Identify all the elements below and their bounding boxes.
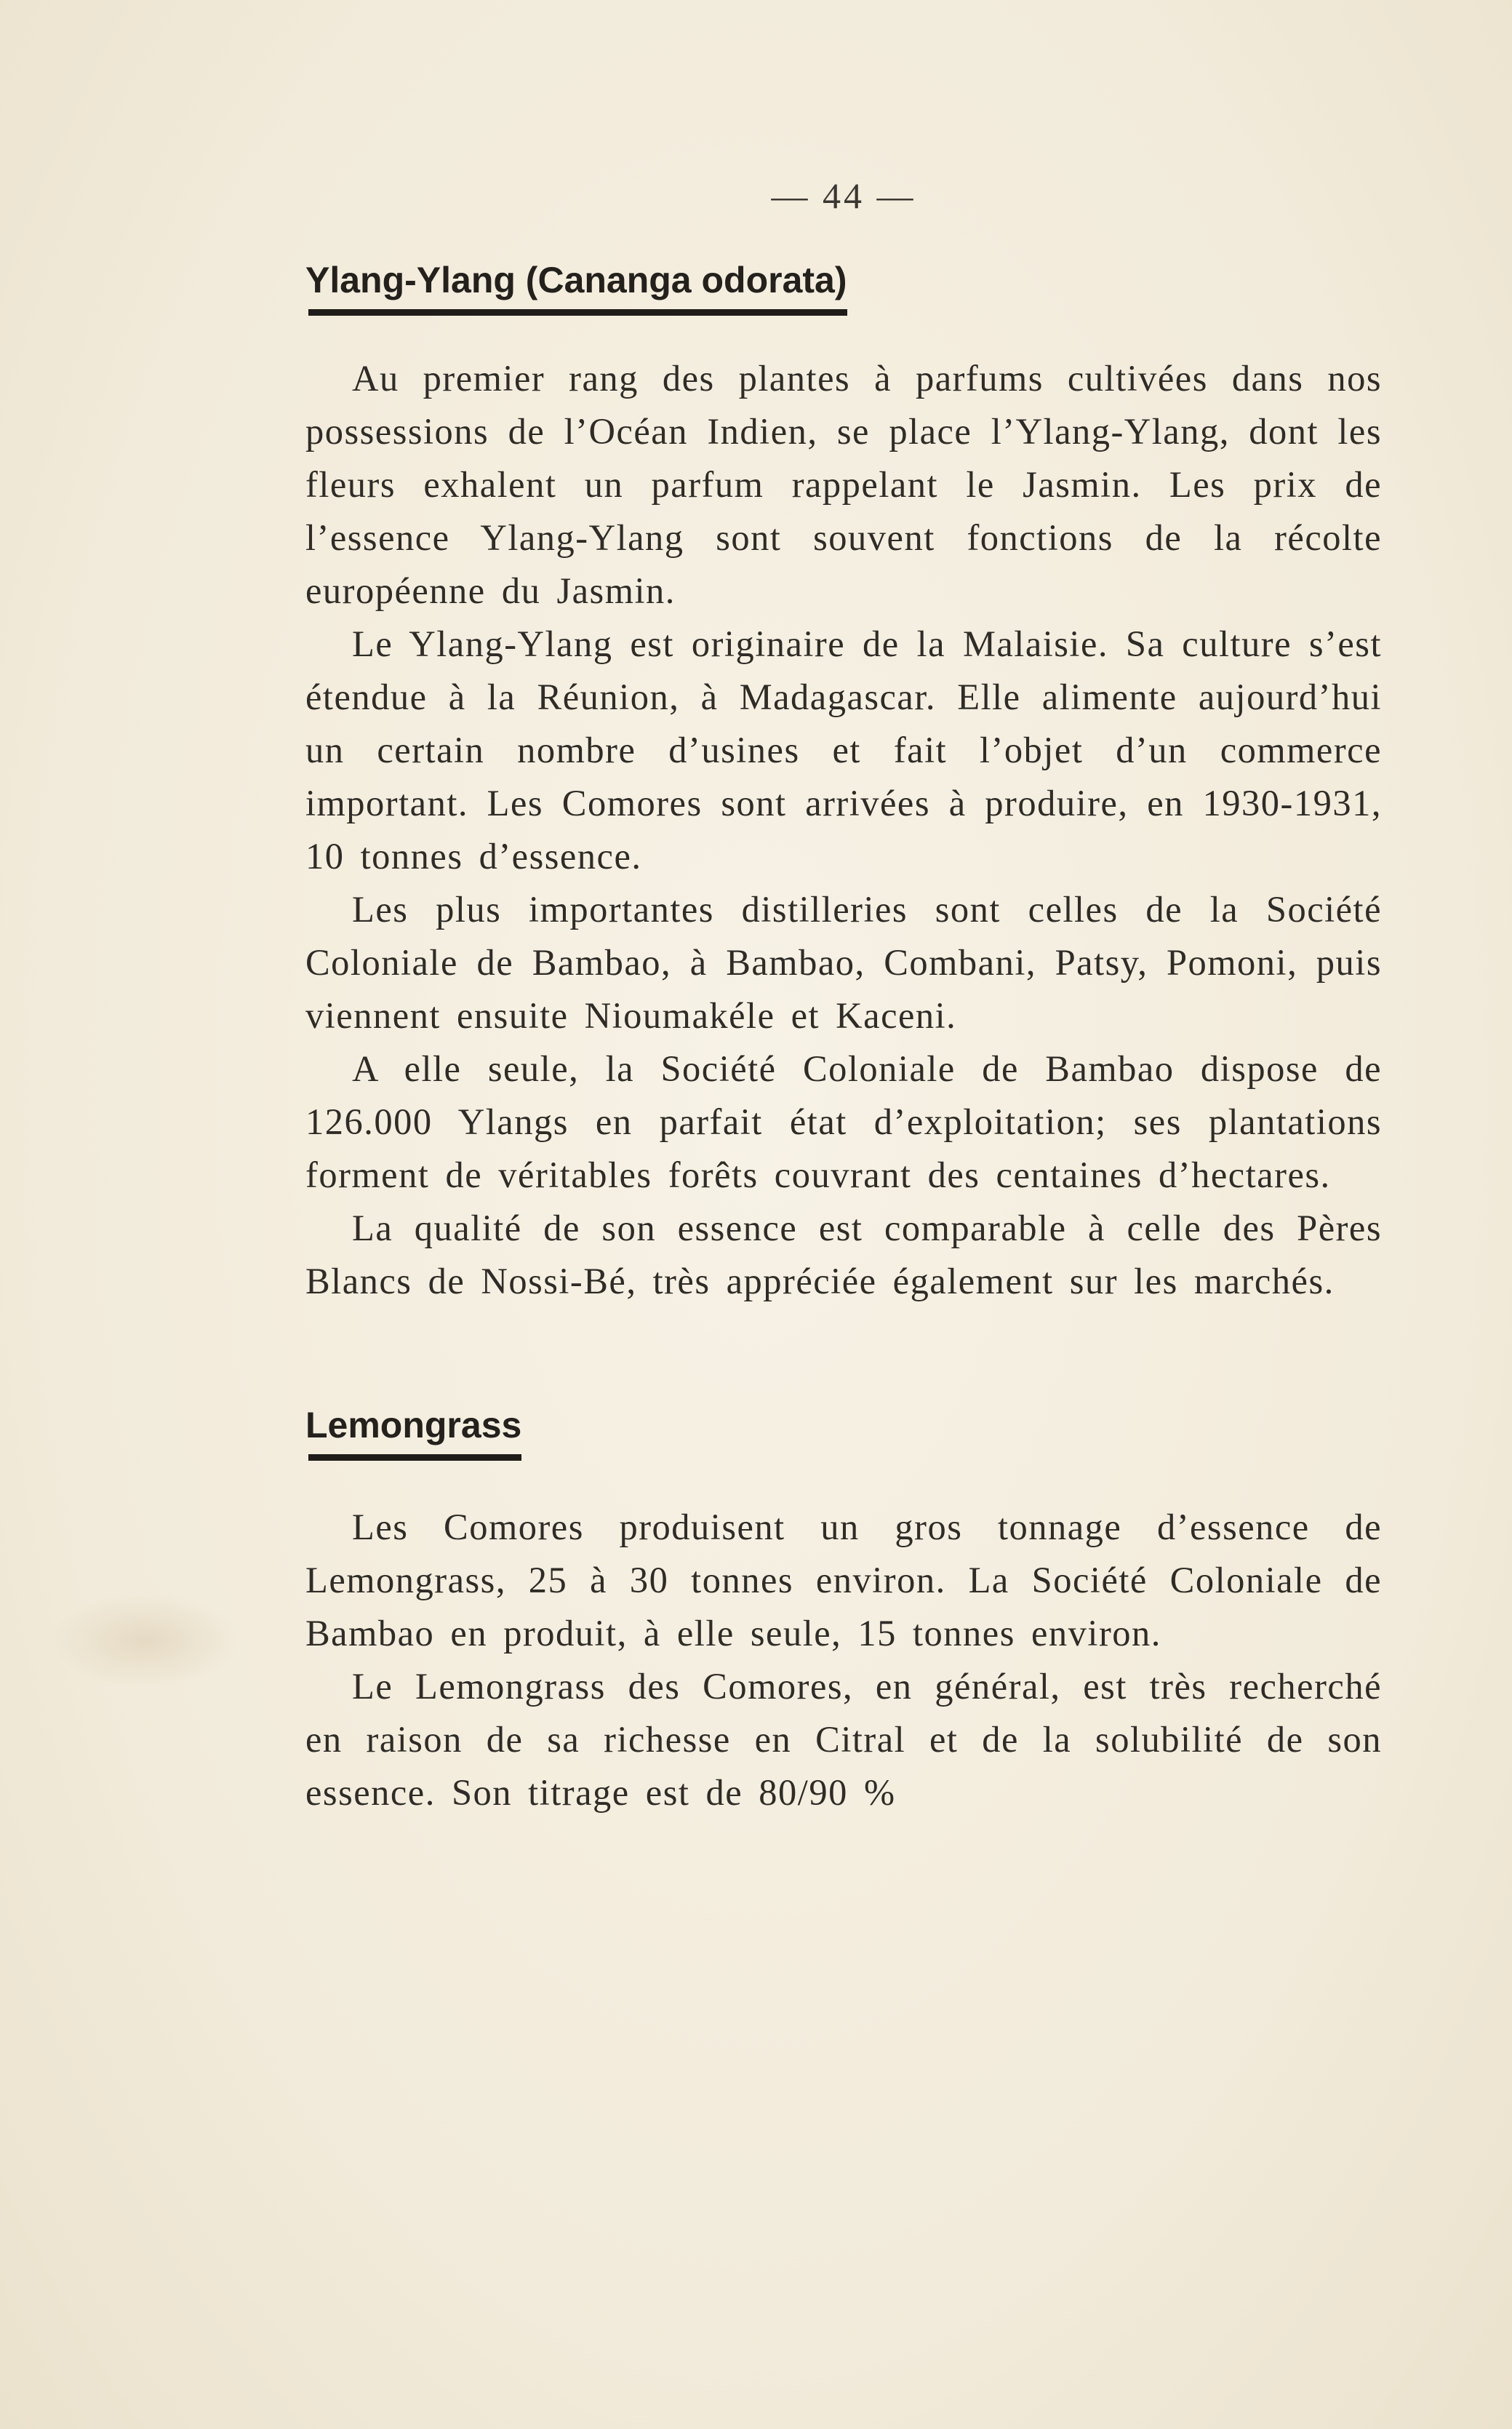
section-ylang-ylang: [305, 259, 1382, 1308]
paragraph: Au premier rang des plantes à parfums cultivées dans nos possessions de l’Océan Indien, se place l’Ylang-Ylang, dont les fleurs exhalent un parfum rappelant le Jasmin. Les prix de l’essence Ylang-Ylang sont souvent fonctions de la récolte européenne du Jasmin.: [305, 358, 1382, 611]
paper-stain: [51, 1593, 240, 1688]
section-lemongrass: [305, 1404, 1382, 1819]
section-title: Ylang-Ylang (Cananga odorata): [305, 259, 847, 316]
paragraph: A elle seule, la Société Coloniale de Bambao dispose de 126.000 Ylangs en parfait état d’exploitation; ses plantations forment de véritables forêts couvrant des centaines d’hectares.: [305, 1048, 1382, 1195]
section-title: Lemongrass: [305, 1404, 521, 1461]
page-content: [305, 175, 1382, 1819]
paragraph: Les Comores produisent un gros tonnage d’essence de Lemongrass, 25 à 30 tonnes environ. La Société Coloniale de Bambao en produit, à elle seule, 15 tonnes environ.: [305, 1507, 1382, 1654]
paragraph: La qualité de son essence est comparable à celle des Pères Blancs de Nossi-Bé, très appréciée également sur les marchés.: [305, 1208, 1382, 1301]
page-number: — 44 —: [771, 175, 916, 216]
paragraph: Les plus importantes distilleries sont celles de la Société Coloniale de Bambao, à Bambao, Combani, Patsy, Pomoni, puis viennent ensuite Nioumakéle et Kaceni.: [305, 889, 1382, 1036]
paragraph: Le Ylang-Ylang est originaire de la Malaisie. Sa culture s’est étendue à la Réunion, à Madagascar. Elle alimente aujourd’hui un certain nombre d’usines et fait l’objet d’un commerce important. Les Comores sont arrivées à produire, en 1930-1931, 10 tonnes d’essence.: [305, 623, 1382, 877]
paragraph: Le Lemongrass des Comores, en général, est très recherché en raison de sa richesse en Citral et de la solubilité de son essence. Son titrage est de 80/90 %: [305, 1666, 1382, 1813]
